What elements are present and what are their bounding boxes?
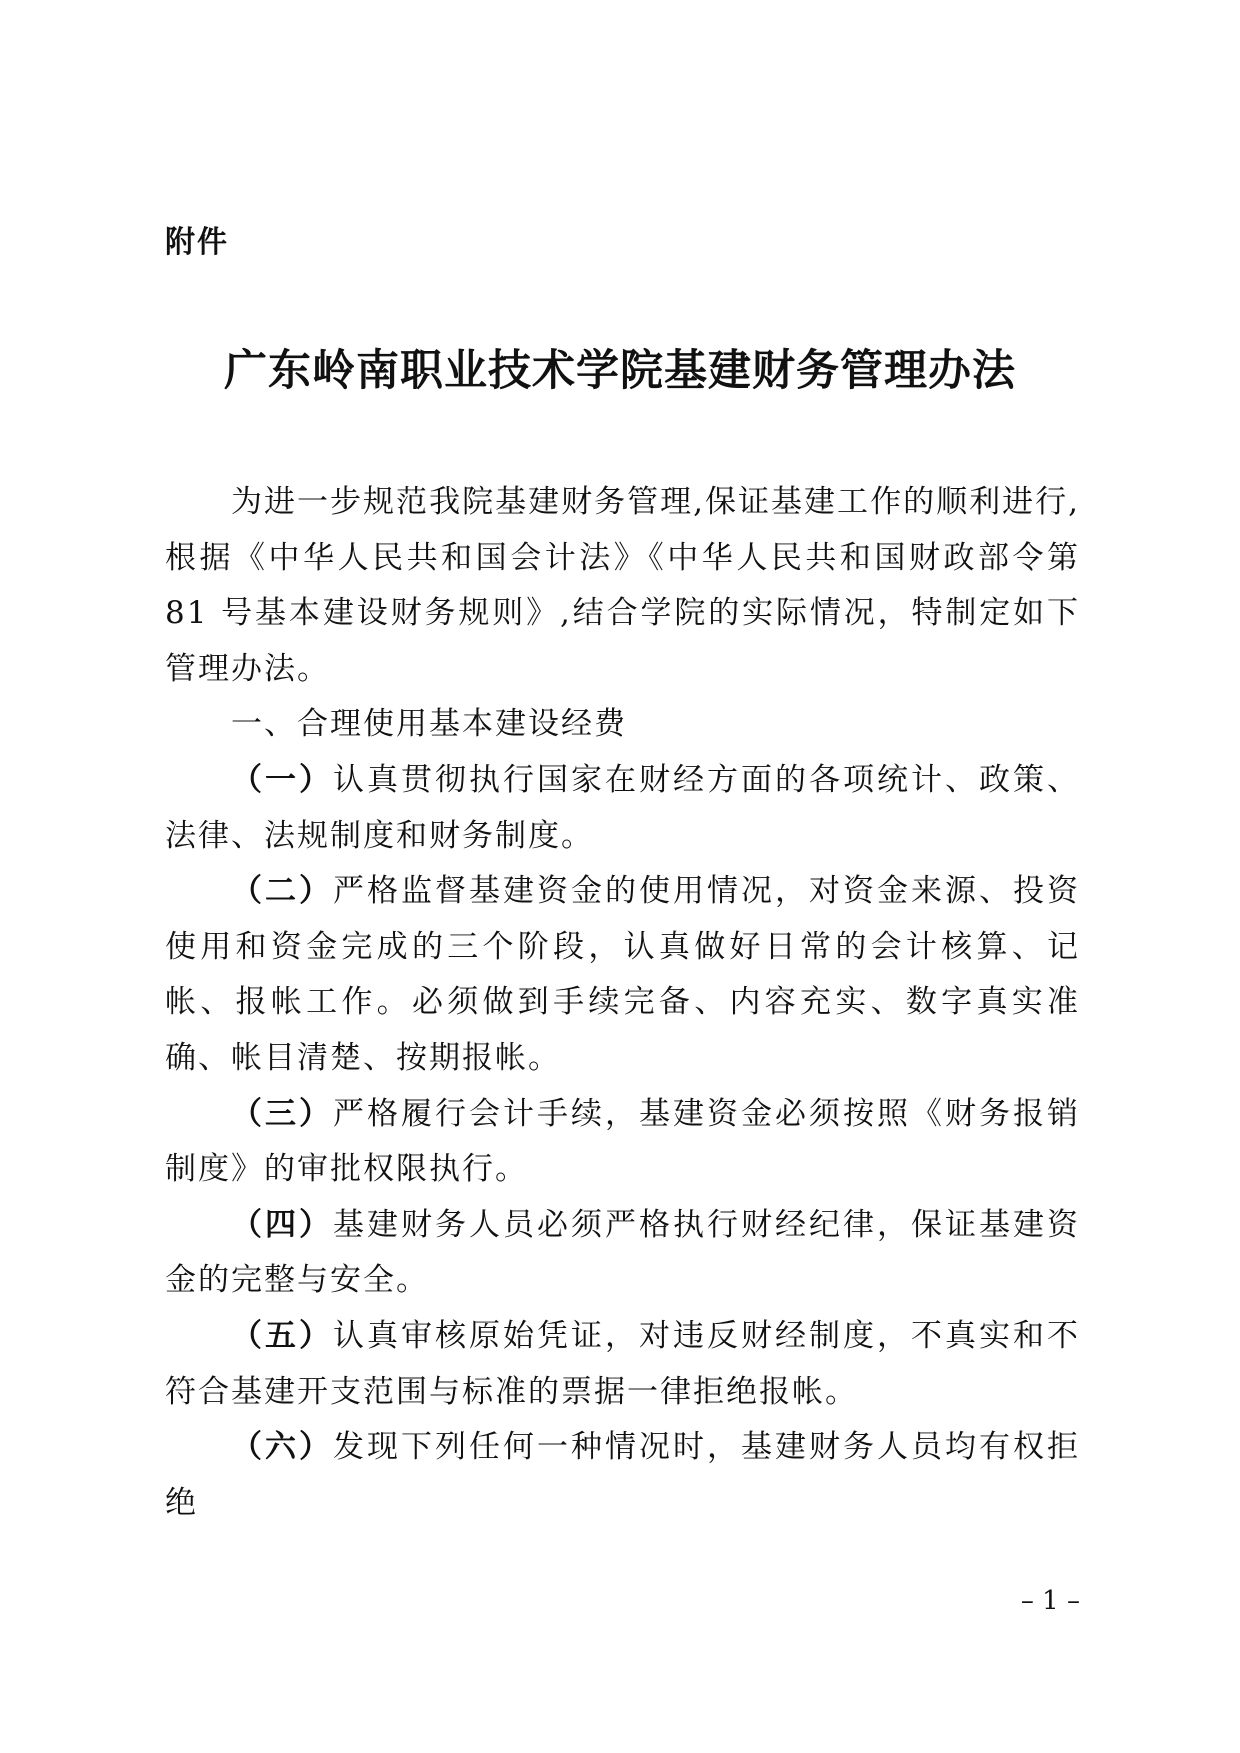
section-heading: 一、合理使用基本建设经费 — [231, 706, 627, 743]
item-number: （六） — [231, 1429, 333, 1466]
list-item — [165, 1198, 1080, 1309]
item-text: 发现下列任何一种情况时，基建财务人员均有权拒绝 — [165, 1429, 1080, 1521]
item-text: 认真贯彻执行国家在财经方面的各项统计、政策、法律、法规制度和财务制度。 — [165, 761, 1080, 854]
item-text: 严格监督基建资金的使用情况，对资金来源、投资使用和资金完成的三个阶段，认真做好日常的会计核算、记帐、报帐工作。必须做到手续完备、内容充实、数字真实准确、帐目清楚、按期报帐。 — [165, 873, 1080, 1076]
list-item — [165, 1309, 1080, 1420]
item-text: 严格履行会计手续，基建资金必须按照《财务报销制度》的审批权限执行。 — [165, 1095, 1080, 1188]
intro-paragraph: 为进一步规范我院基建财务管理,保证基建工作的顺利进行,根据《中华人民共和国会计法》《中华人民共和国财政部令第 81 号基本建设财务规则》,结合学院的实际情况，特制定如下管理办法。 — [165, 484, 1080, 687]
list-item — [165, 753, 1080, 864]
item-number: （五） — [231, 1317, 333, 1354]
document-body — [165, 475, 1080, 1531]
item-number: （二） — [231, 873, 333, 910]
item-number: （四） — [231, 1206, 333, 1243]
item-text: 基建财务人员必须严格执行财经纪律，保证基建资金的完整与安全。 — [165, 1206, 1080, 1299]
list-item — [165, 1420, 1080, 1531]
item-number: （一） — [231, 761, 333, 798]
item-text: 认真审核原始凭证，对违反财经制度，不真实和不符合基建开支范围与标准的票据一律拒绝报帐。 — [165, 1317, 1080, 1410]
list-item — [165, 1087, 1080, 1198]
list-item — [165, 864, 1080, 1086]
item-number: （三） — [231, 1095, 333, 1132]
document-title: 广东岭南职业技术学院基建财务管理办法 — [224, 346, 1016, 396]
attachment-label: 附件 — [165, 225, 229, 260]
page-number: – 1 – — [1020, 1586, 1080, 1616]
